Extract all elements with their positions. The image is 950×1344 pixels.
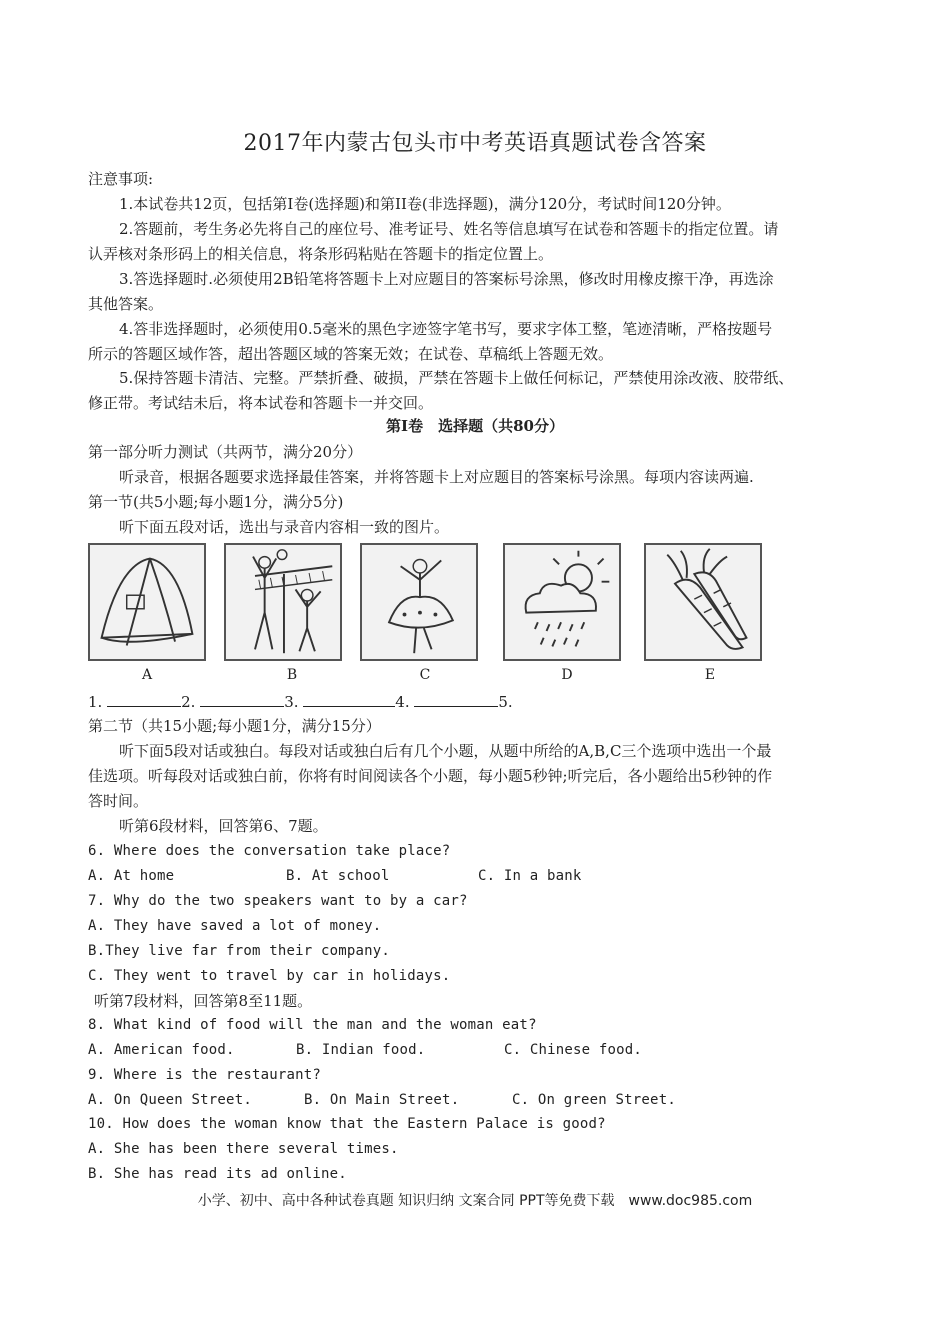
picture-label: C bbox=[419, 667, 431, 683]
question-stem: 8. What kind of food will the man and the woman eat? bbox=[88, 1017, 537, 1033]
question-stem: 10. How does the woman know that the Eastern Palace is good? bbox=[88, 1116, 606, 1132]
section1-instruction: 听下面五段对话，选出与录音内容相一致的图片。 bbox=[119, 518, 450, 536]
option[interactable]: C. In a bank bbox=[478, 868, 582, 884]
option[interactable]: C. They went to travel by car in holidays. bbox=[88, 968, 451, 984]
notice-item: 其他答案。 bbox=[88, 295, 164, 313]
volume-heading: 第Ⅰ卷 选择题（共80分） bbox=[386, 417, 564, 435]
ballet-dancer-icon bbox=[360, 543, 478, 661]
question-options bbox=[88, 1088, 868, 1113]
picture-label: D bbox=[561, 667, 573, 683]
answer-blanks-row bbox=[88, 690, 868, 715]
material-note: 听第7段材料，回答第8至11题。 bbox=[94, 992, 313, 1010]
section2-instruction: 答时间。 bbox=[88, 792, 149, 810]
section2-instruction: 佳选项。听每段对话或独白前，你将有时间阅读各个小题，每小题5秒钟;听完后，各小题给出5秒钟的作 bbox=[88, 767, 773, 785]
section2-title: 第二节（共15小题;每小题1分，满分15分） bbox=[88, 717, 381, 735]
question-options bbox=[88, 1038, 868, 1063]
notice-item: 认弄核对条形码上的相关信息，将条形码粘贴在答题卡的指定位置上。 bbox=[88, 245, 554, 263]
option[interactable]: C. On green Street. bbox=[512, 1092, 676, 1108]
notice-item: 修正带。考试结未后，将本试卷和答题卡一并交回。 bbox=[88, 394, 434, 412]
answer-blank[interactable] bbox=[107, 692, 181, 707]
question-stem: 9. Where is the restaurant? bbox=[88, 1067, 321, 1083]
option[interactable]: A. At home bbox=[88, 868, 175, 884]
notice-item: 2.答题前，考生务必先将自己的座位号、准考证号、姓名等信息填写在试卷和答题卡的指定位置。请 bbox=[119, 220, 779, 238]
answer-blank[interactable] bbox=[414, 692, 498, 707]
answer-number: 1. bbox=[88, 693, 103, 711]
tent-icon bbox=[88, 543, 206, 661]
question-stem: 7. Why do the two speakers want to by a car? bbox=[88, 893, 468, 909]
notice-item: 所示的答题区域作答，超出答题区域的答案无效；在试卷、草稿纸上答题无效。 bbox=[88, 345, 614, 363]
answer-number: 4. bbox=[395, 693, 410, 711]
answer-number: 5. bbox=[498, 693, 513, 711]
section1-title: 第一节(共5小题;每小题1分，满分5分) bbox=[88, 493, 344, 511]
notice-item: 5.保持答题卡清洁、完整。严禁折叠、破损，严禁在答题卡上做任何标记，严禁使用涂改液、胶带纸、 bbox=[119, 369, 794, 387]
sun-rain-cloud-icon bbox=[503, 543, 621, 661]
option[interactable]: B.They live far from their company. bbox=[88, 943, 391, 959]
part1-title: 第一部分听力测试（共两节，满分20分） bbox=[88, 443, 363, 461]
option[interactable]: A. They have saved a lot of money. bbox=[88, 918, 382, 934]
answer-blank[interactable] bbox=[303, 692, 395, 707]
option[interactable]: B. Indian food. bbox=[296, 1042, 426, 1058]
notice-heading: 注意事项: bbox=[88, 170, 154, 188]
answer-number: 2. bbox=[181, 693, 196, 711]
material-note: 听第6段材料，回答第6、7题。 bbox=[119, 817, 328, 835]
picture-label: B bbox=[286, 667, 298, 683]
option[interactable]: C. Chinese food. bbox=[504, 1042, 643, 1058]
notice-item: 3.答选择题时.必须使用2B铅笔将答题卡上对应题目的答案标号涂黑，修改时用橡皮擦干净，再选涂 bbox=[119, 270, 774, 288]
picture-label: E bbox=[704, 667, 716, 683]
picture-label: A bbox=[141, 667, 153, 683]
answer-number: 3. bbox=[284, 693, 299, 711]
question-stem: 6. Where does the conversation take place? bbox=[88, 843, 451, 859]
option[interactable]: A. On Queen Street. bbox=[88, 1092, 252, 1108]
option[interactable]: A. American food. bbox=[88, 1042, 235, 1058]
option[interactable]: A. She has been there several times. bbox=[88, 1141, 399, 1157]
part1-instruction: 听录音，根据各题要求选择最佳答案，并将答题卡上对应题目的答案标号涂黑。每项内容读两遍. bbox=[119, 468, 754, 486]
option[interactable]: B. On Main Street. bbox=[304, 1092, 460, 1108]
carrots-icon bbox=[644, 543, 762, 661]
option[interactable]: B. She has read its ad online. bbox=[88, 1166, 347, 1182]
option[interactable]: B. At school bbox=[286, 868, 390, 884]
volleyball-icon bbox=[224, 543, 342, 661]
page-footer: 小学、初中、高中各种试卷真题 知识归纳 文案合同 PPT等免费下载 www.doc985.com bbox=[197, 1193, 753, 1209]
notice-item: 4.答非选择题时，必须使用0.5毫米的黑色字迹签字笔书写，要求字体工整，笔迹清晰，严格按题号 bbox=[119, 320, 773, 338]
answer-blank[interactable] bbox=[200, 692, 284, 707]
section2-instruction: 听下面5段对话或独白。每段对话或独白后有几个小题，从题中所给的A,B,C三个选项中选出一个最 bbox=[119, 742, 772, 760]
question-options bbox=[88, 864, 868, 889]
notice-item: 1.本试卷共12页，包括第Ⅰ卷(选择题)和第II卷(非选择题)，满分120分，考试时间120分钟。 bbox=[119, 195, 731, 213]
page-title: 2017年内蒙古包头市中考英语真题试卷含答案 bbox=[243, 131, 707, 156]
